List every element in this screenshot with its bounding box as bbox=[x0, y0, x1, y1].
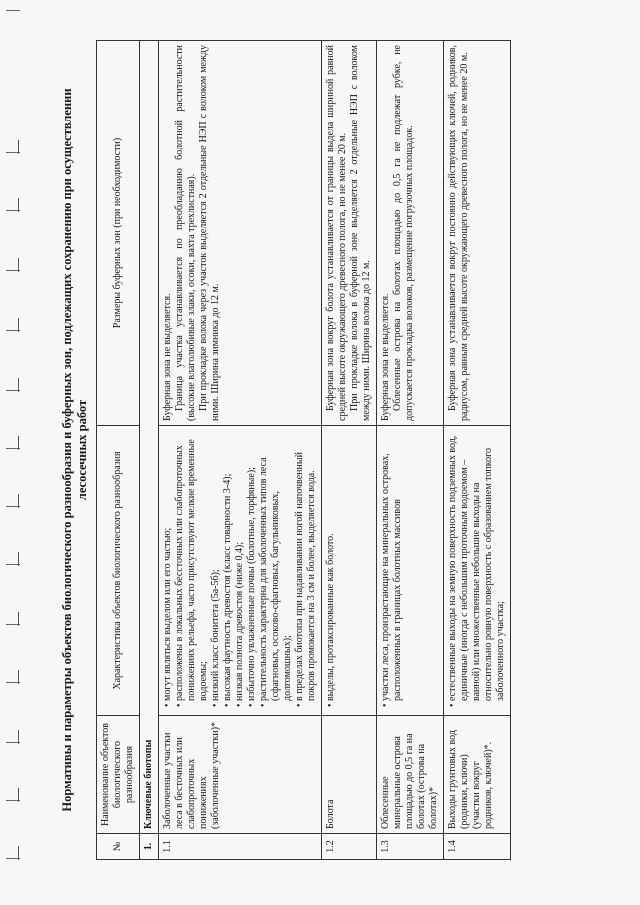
column-header-buffer-zone: Размеры буферных зон (при необходимости) bbox=[97, 41, 140, 426]
column-header-characteristics: Характеристика объектов биологического разнообразия bbox=[97, 426, 140, 716]
characteristic-item: • в пределах биотопа при надавливании ногой напочвенный покров промокается на 3 см и более, выделяется вода. bbox=[294, 430, 318, 701]
characteristic-item: • естественные выходы на земную поверхность подземных вод, единичные (иногда с небольшим проточным водоемом – ванной) или множественные небольшие выходы на относительно ровную поверхность с образованием топкого заболоченного участка; bbox=[447, 430, 507, 701]
characteristic-item: • выделы, протаксированные как болото. bbox=[325, 430, 337, 701]
document-title: Нормативы и параметры объектов биологического разнообразия и буферных зон, подлежащих сохранению при осуществлении лесосечных работ bbox=[60, 88, 89, 812]
row-characteristics bbox=[159, 426, 322, 716]
characteristic-item: • растительность характерна для заболоченных типов леса (сфагновых, осоково-сфагновых, багульниковых, долгомошных); bbox=[258, 430, 294, 701]
rotated-page bbox=[60, 40, 630, 860]
section-row bbox=[140, 41, 159, 860]
characteristic-item: • участки леса, произрастающие на минеральных островах, расположенных в границах болотных массивов bbox=[380, 430, 404, 701]
row-name: Болота bbox=[322, 716, 377, 834]
table-row bbox=[159, 41, 322, 860]
row-name: Выходы грунтовых вод (родники, ключи) (участки вокруг родников, ключей)*. bbox=[444, 716, 511, 834]
table-header-row bbox=[97, 41, 140, 860]
row-number: 1.2 bbox=[322, 834, 377, 860]
zone-paragraph: При прокладке волока через участок выделяется 2 отдельные НЭП с волоком между ними. Ширина зимника до 12 м. bbox=[198, 45, 221, 421]
characteristic-item: • низкий класс бонитета (5а-5б); bbox=[210, 430, 222, 701]
characteristic-item: • могут являться выделом или его частью; bbox=[162, 430, 174, 701]
table-row bbox=[444, 41, 511, 860]
characteristic-item: • высокая фаутность древостоя (класс товарности 3-4); bbox=[222, 430, 234, 701]
zone-paragraph: Буферная зона не выделяется. bbox=[162, 293, 173, 421]
row-number: 1.4 bbox=[444, 834, 511, 860]
row-characteristics bbox=[377, 426, 444, 716]
row-buffer-zone bbox=[159, 41, 322, 426]
row-number: 1.3 bbox=[377, 834, 444, 860]
row-buffer-zone bbox=[444, 41, 511, 426]
zone-paragraph: Граница участка устанавливается по преобладанию болотной растительности (высокие влаголюбивые злаки, осоки, вахта трехлистная). bbox=[174, 45, 197, 421]
row-name: Облесенные минеральные острова площадью до 0,5 га на болотах (острова на болотах)* bbox=[377, 716, 444, 834]
row-characteristics bbox=[322, 426, 377, 716]
table-row bbox=[322, 41, 377, 860]
zone-paragraph: Буферная зона не выделяется. bbox=[380, 293, 391, 421]
row-number: 1.1 bbox=[159, 834, 322, 860]
row-characteristics bbox=[444, 426, 511, 716]
section-number: 1. bbox=[140, 834, 159, 860]
zone-paragraph: При прокладке волока в буферной зоне выделяется 2 отдельные НЭП с волоком между ними. Ширина волока до 12 м. bbox=[349, 45, 372, 421]
characteristic-item: • низкая полнота древостоя (ниже 0,4); bbox=[234, 430, 246, 701]
section-label: Ключевые биотопы bbox=[140, 41, 159, 834]
characteristic-item: • расположены в локальных бессточных или слабопроточных понижениях рельефа, часто присутствуют мелкие временные водоемы; bbox=[174, 430, 210, 701]
column-header-num: № bbox=[97, 834, 140, 860]
row-name: Заболоченные участки леса в бесточных или слабопроточных понижениях (заболоченные участки)* bbox=[159, 716, 322, 834]
row-buffer-zone bbox=[377, 41, 444, 426]
zone-paragraph: Облесенные острова на болотах площадью до 0,5 га не подлежат рубке, не допускается прокладка волоков, размещение погрузочных площадок. bbox=[392, 45, 415, 421]
zone-paragraph: Буферная зона устанавливается вокруг постоянно действующих ключей, родников, радиусом, равным средней высоте окружающего древесного полога, но не менее 20 м. bbox=[447, 45, 470, 421]
table-row bbox=[377, 41, 444, 860]
binder-marks bbox=[0, 0, 34, 905]
column-header-name: Наименование объектов биологического разнообразия bbox=[97, 716, 140, 834]
zone-paragraph: Буферная зона вокруг болота устанавливается от границы выдела шириной равной средней высоте окружающего древесного полога, но не менее 20 м. bbox=[325, 45, 348, 421]
row-buffer-zone bbox=[322, 41, 377, 426]
biotope-table bbox=[96, 40, 511, 860]
characteristic-item: • избыточно увлажненные почвы (болотные, торфяные); bbox=[246, 430, 258, 701]
